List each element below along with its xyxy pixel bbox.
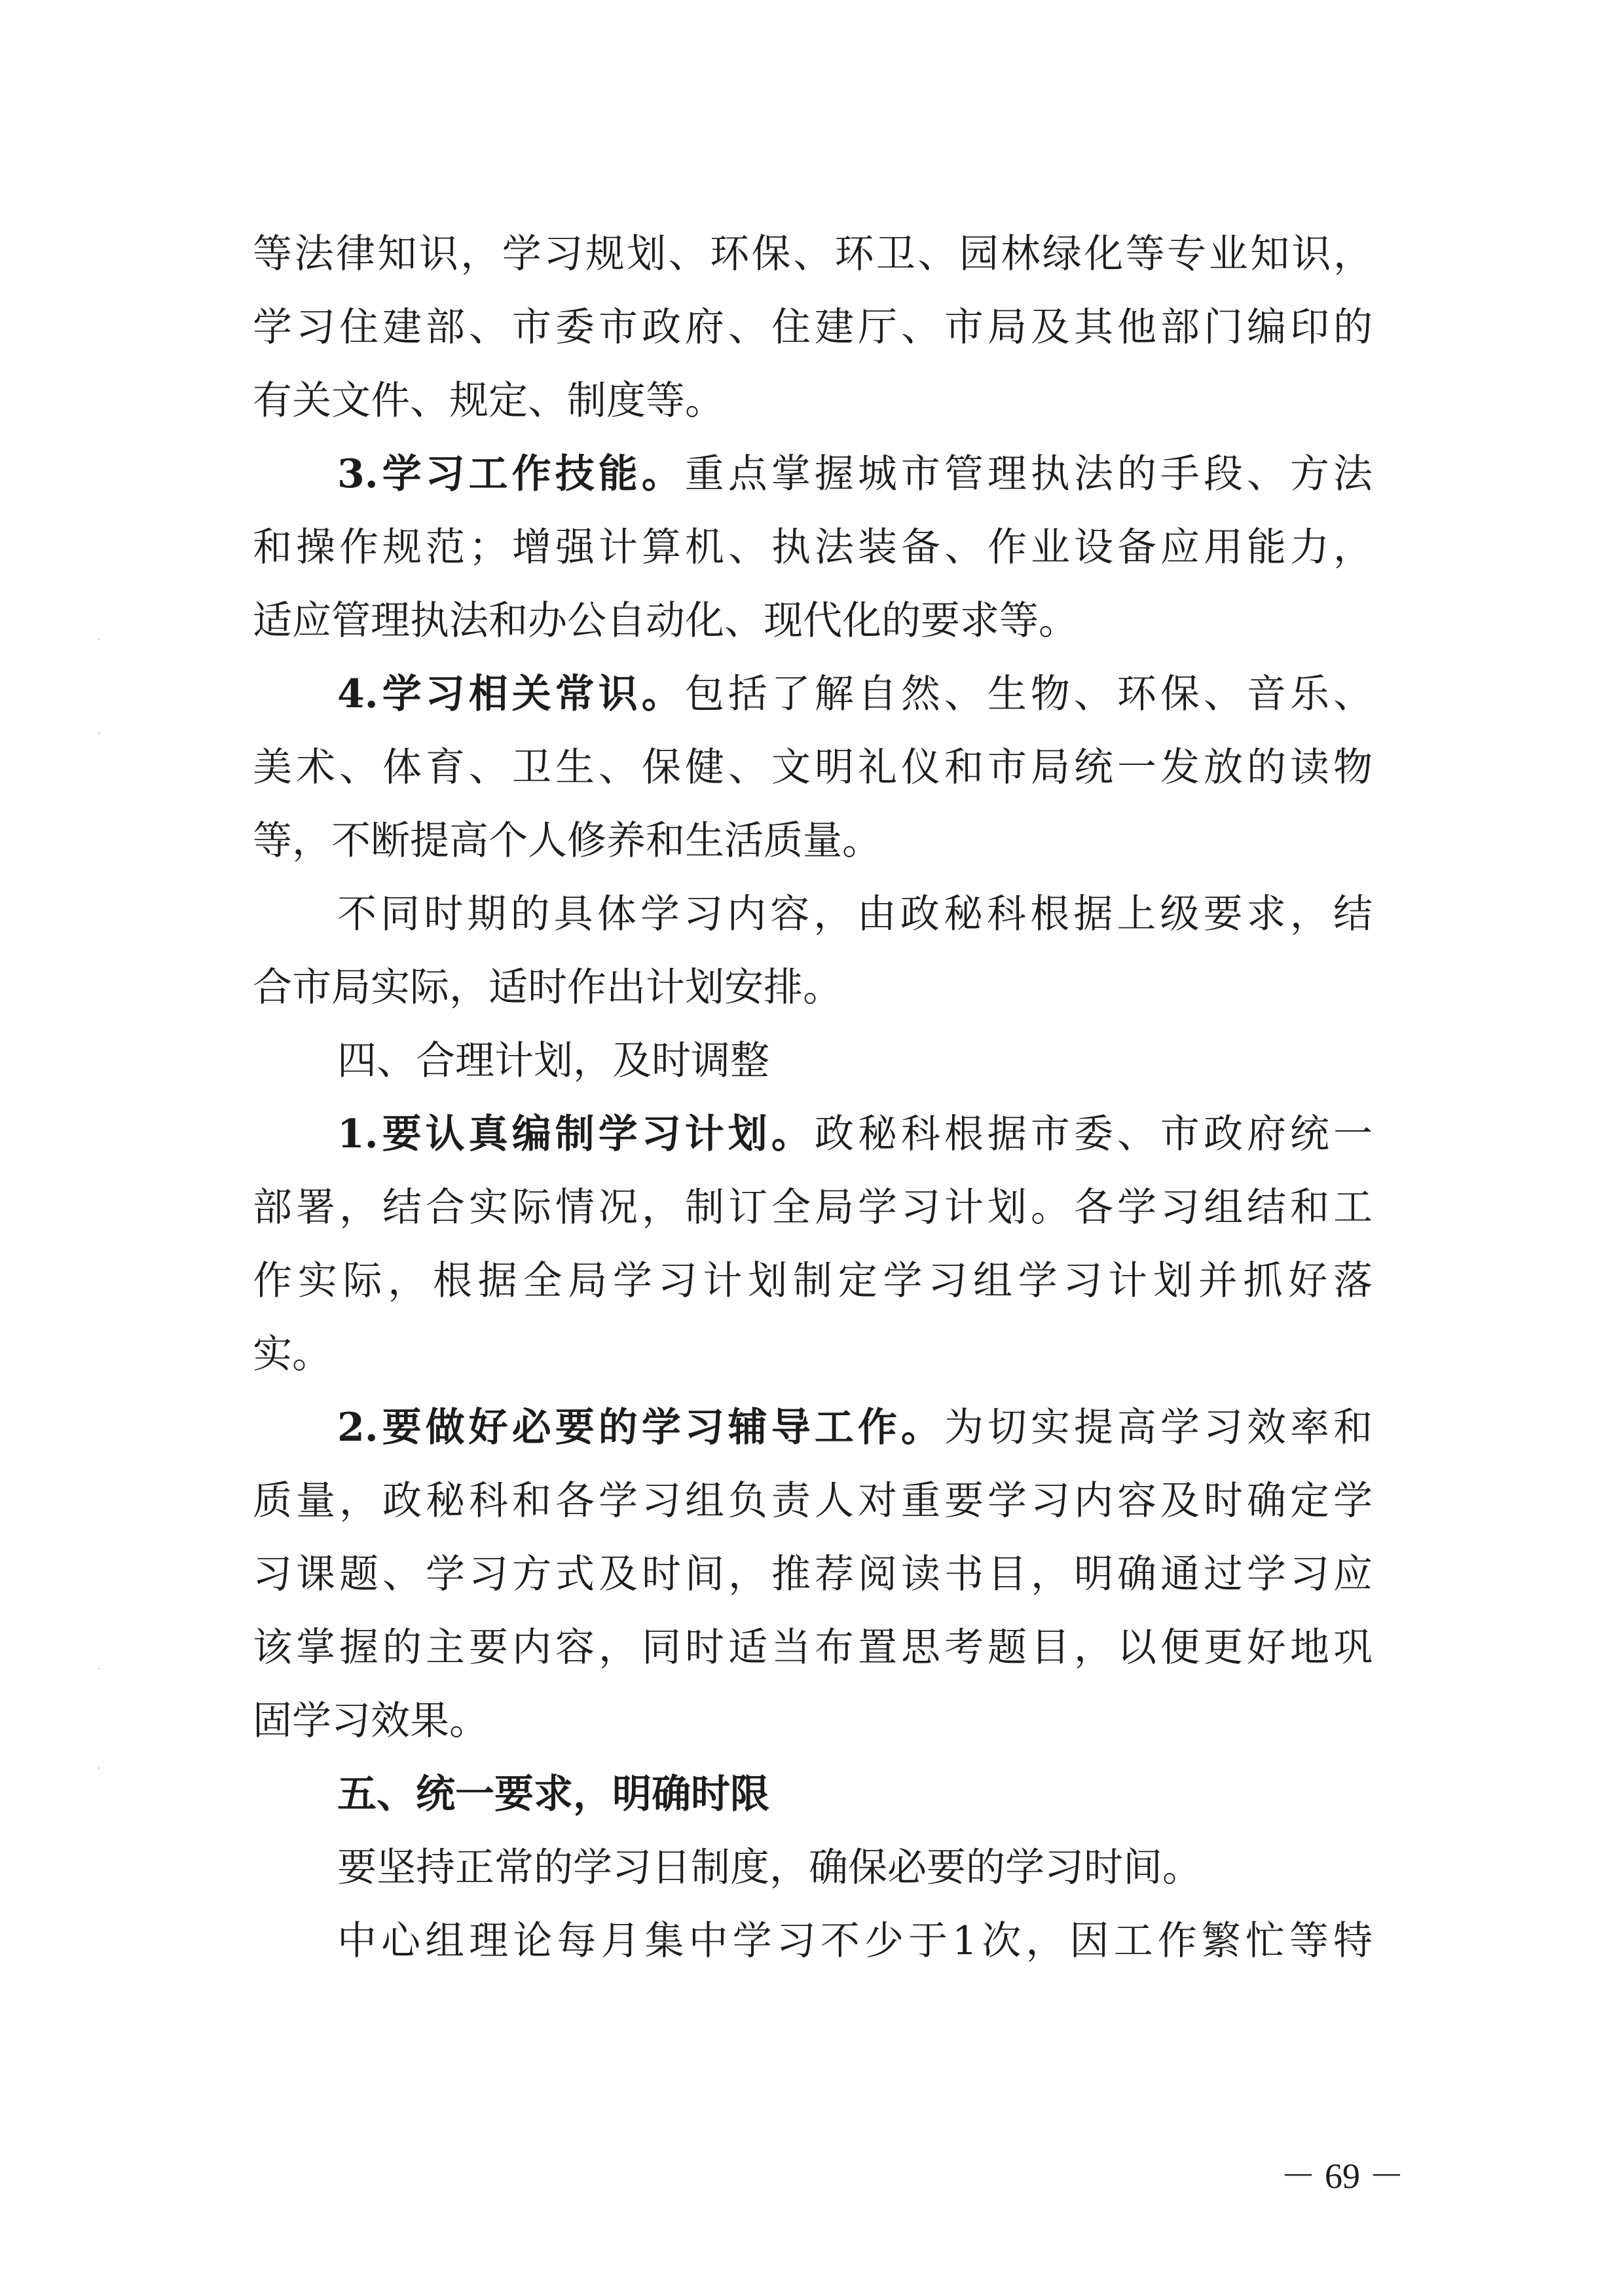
text-line: 适应管理执法和办公自动化、现代化的要求等。 [253, 598, 1078, 644]
text-line [337, 437, 1373, 511]
text-line: 作实际，根据全局学习计划制定学习组学习计划并抓好落 [253, 1258, 1373, 1304]
scan-speck: · [97, 1762, 101, 1775]
item-lead: 2.要做好必要的学习辅导工作。 [337, 1405, 944, 1451]
text-line: 等，不断提高个人修养和生活质量。 [253, 818, 881, 864]
text-line: 等法律知识，学习规划、环保、环卫、园林绿化等专业知识， [253, 231, 1373, 277]
item-lead: 4.学习相关常识。 [337, 671, 685, 717]
text-line: 有关文件、规定、制度等。 [253, 378, 724, 424]
section-heading: 五、统一要求，明确时限 [337, 1771, 769, 1817]
item-text: 重点掌握城市管理执法的手段、方法 [684, 451, 1373, 497]
text-line [337, 1391, 1373, 1464]
text-line: 习课题、学习方式及时间，推荐阅读书目，明确通过学习应 [253, 1551, 1373, 1597]
page-number: － 69 － [1280, 2157, 1405, 2196]
text-line: 实。 [253, 1331, 331, 1377]
text-line: 美术、体育、卫生、保健、文明礼仪和市局统一发放的读物 [253, 745, 1373, 790]
item-text: 为切实提高学习效率和 [944, 1405, 1373, 1451]
item-text: 包括了解自然、生物、环保、音乐、 [684, 671, 1373, 717]
text-line: 质量，政秘科和各学习组负责人对重要学习内容及时确定学 [253, 1478, 1373, 1524]
item-lead: 1.要认真编制学习计划。 [337, 1111, 815, 1157]
text-line: 该掌握的主要内容，同时适当布置思考题目，以便更好地巩 [253, 1625, 1373, 1671]
scan-speck: · [97, 633, 101, 646]
text-line: 学习住建部、市委市政府、住建厅、市局及其他部门编印的 [253, 305, 1373, 350]
section-heading: 四、合理计划，及时调整 [337, 1038, 769, 1084]
text-line [337, 1098, 1373, 1171]
scan-speck: · [97, 727, 101, 741]
text-line: 不同时期的具体学习内容，由政秘科根据上级要求，结 [337, 891, 1373, 937]
text-line: 和操作规范；增强计算机、执法装备、作业设备应用能力， [253, 525, 1373, 570]
text-line: 要坚持正常的学习日制度，确保必要的学习时间。 [337, 1845, 1202, 1891]
item-lead: 3.学习工作技能。 [337, 451, 685, 497]
scan-speck: · [97, 1662, 101, 1676]
text-line [337, 657, 1373, 731]
text-line: 固学习效果。 [253, 1698, 489, 1744]
text-line: 合市局实际，适时作出计划安排。 [253, 965, 842, 1010]
text-line: 部署，结合实际情况，制订全局学习计划。各学习组结和工 [253, 1185, 1373, 1231]
item-text: 政秘科根据市委、市政府统一 [814, 1111, 1373, 1157]
text-line: 中心组理论每月集中学习不少于1次，因工作繁忙等特 [337, 1918, 1373, 1964]
